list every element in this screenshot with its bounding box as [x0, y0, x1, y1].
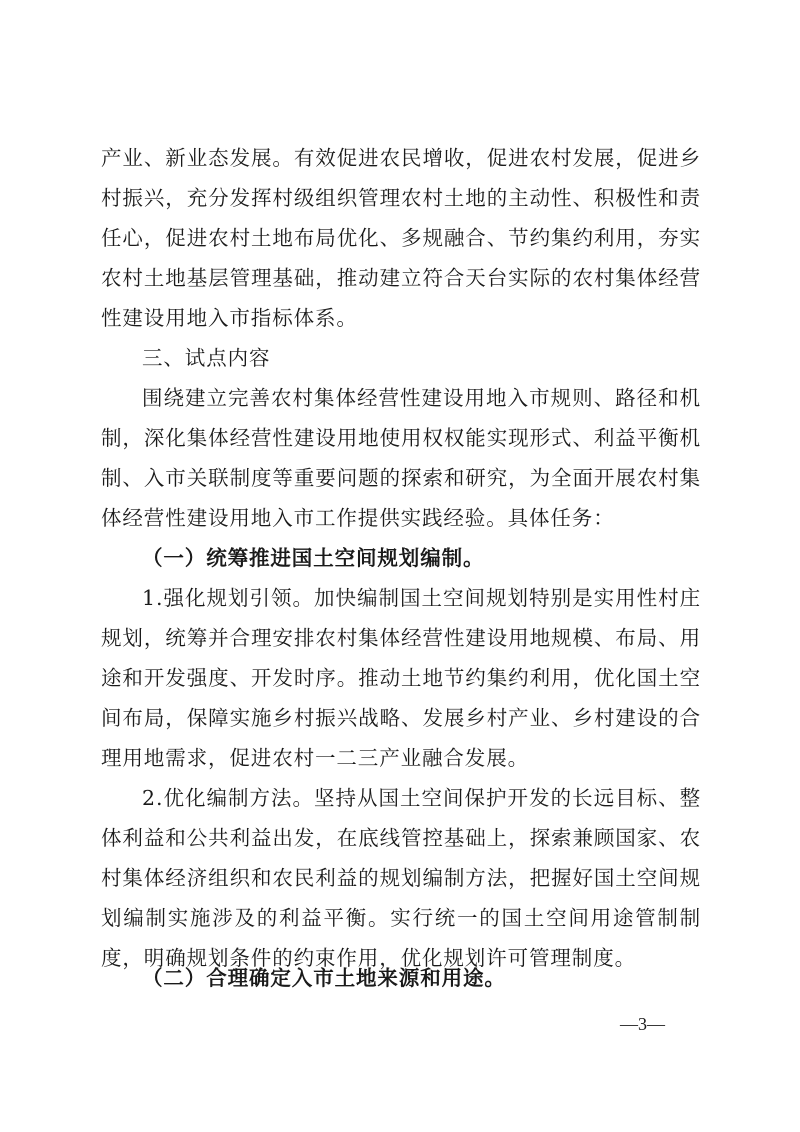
page-number: —3— [620, 1014, 665, 1034]
paragraph-pilot-intro: 围绕建立完善农村集体经营性建设用地入市规则、路径和机制，深化集体经营性建设用地使用权权能实现形式、利益平衡机制、入市关联制度等重要问题的探索和研究，为全面开展农村集体经营性建设用地入市工作提供实践经验。具体任务： [101, 386, 701, 530]
section-heading-pilot-content: 三、试点内容 [142, 346, 271, 370]
paragraph-continuation: 产业、新业态发展。有效促进农民增收，促进农村发展，促进乡村振兴，充分发挥村级组织管理农村土地的主动性、积极性和责任心，促进农村土地布局优化、多规融合、节约集约利用，夯实农村土地基层管理基础，推动建立符合天台实际的农村集体经营性建设用地入市指标体系。 [101, 146, 701, 330]
subheading-land-source: （二）合理确定入市土地来源和用途。 [142, 966, 506, 990]
subheading-spatial-planning: （一）统筹推进国土空间规划编制。 [142, 546, 485, 570]
paragraph-item-1: 1.强化规划引领。加快编制国土空间规划特别是实用性村庄规划，统筹并合理安排农村集体经营性建设用地规模、布局、用途和开发强度、开发时序。推动土地节约集约利用，优化国土空间布局，保障实施乡村振兴战略、发展乡村产业、乡村建设的合理用地需求，促进农村一二三产业融合发展。 [101, 586, 701, 770]
paragraph-item-2: 2.优化编制方法。坚持从国土空间保护开发的长远目标、整体利益和公共利益出发，在底线管控基础上，探索兼顾国家、农村集体经济组织和农民利益的规划编制方法，把握好国土空间规划编制实施涉及的利益平衡。实行统一的国土空间用途管制制度，明确规划条件的约束作用，优化规划许可管理制度。 [101, 786, 701, 970]
